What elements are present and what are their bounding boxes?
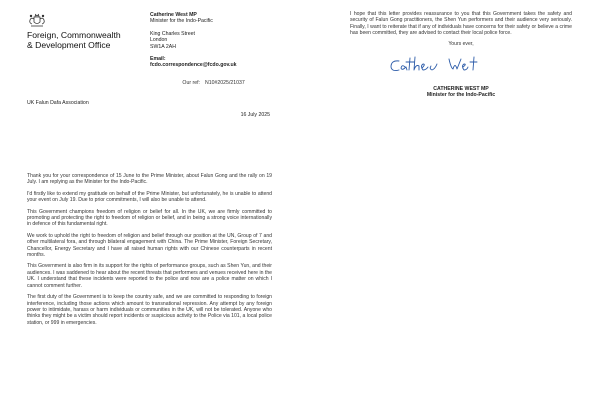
organisation-name-line-2: & Development Office — [27, 40, 111, 50]
email-label: Email: — [150, 56, 166, 63]
organisation-name-line-1: Foreign, Commonwealth — [27, 30, 121, 40]
reference-label: Our ref: — [182, 80, 200, 86]
body-paragraph: I'd firstly like to extend my gratitude on behalf of the Prime Minister, but unfortunately, he is unable to attend your event on July 19. Due to prior commitments, I will also be unable to attend. — [27, 190, 272, 204]
letter-body — [27, 173, 272, 331]
body-paragraph: Thank you for your correspondence of 15 June to the Prime Minister, about Falun Gong and the rally on 19 July. I am replying as the Minister for the Indo-Pacific. — [27, 173, 272, 186]
handwritten-signature — [385, 52, 485, 76]
sender-address-line: SW1A 2AH — [150, 43, 176, 50]
body-paragraph: The first duty of the Government is to keep the country safe, and we are committed to responding to foreign interference, including those actions which amount to transnational repression. Any attempt by any foreign power to intimidate, harass or harm individuals or communities in the UK, will not be tolerated. Anyone who thinks they might be a victim should report incidents or suspicious activity to the Police via 101, a local police station, or 999 in emergencies. — [27, 294, 272, 326]
signatory-name: CATHERINE WEST MP — [433, 86, 489, 92]
body-paragraph: This Government champions freedom of religion or belief for all. In the UK, we are firmly committed to promoting and protecting the right to freedom of religion or belief, and in being a strong voice internationally in defence of this fundamental right. — [27, 208, 272, 228]
royal-crest-icon — [27, 11, 47, 29]
closing-paragraph: I hope that this letter provides reassurance to you that this Government takes the safety and security of Falun Gong practitioners, the Shen Yun performers and their audience very seriously. Finally, I want to reiterate that if any of individuals have concerns for their safety or believe a crime has been committed, they are advised to contact their local police force. — [350, 11, 572, 37]
closing-section — [350, 11, 572, 37]
letter-page-2 — [300, 0, 600, 400]
signatory-block — [350, 86, 572, 98]
sender-block — [150, 12, 290, 69]
email-address: fcdo.correspondence@fcdo.gov.uk — [150, 62, 237, 69]
letter-date: 16 July 2025 — [240, 112, 270, 118]
body-paragraph: This Government is also firm in its support for the rights of performance groups, such as Shen Yun, and their audiences. I was saddened to hear about the recent threats that performers and venues received here in the UK. I understand that these incidents were reported to the police and now are a police matter on which I cannot comment further. — [27, 263, 272, 289]
sender-name: Catherine West MP — [150, 12, 197, 18]
signatory-title: Minister for the Indo-Pacific — [426, 92, 496, 99]
sign-off: Yours ever, — [448, 41, 474, 47]
reference-line — [150, 80, 280, 86]
sender-address-line: King Charles Street — [150, 30, 195, 37]
sender-address-line: London — [150, 37, 168, 44]
sender-title: Minister for the Indo-Pacific — [150, 18, 213, 25]
body-paragraph: We work to uphold the right to freedom of religion and belief through our position at the UN, Group of 7 and other multilateral fora, and through bilateral engagement with China. The Prime Minister, Foreign Secretary, Chancellor, Energy Secretary and I have all raised human rights with our Chinese counterparts in recent months. — [27, 232, 272, 259]
organisation-name — [27, 30, 142, 50]
recipient: UK Falun Dafa Association — [27, 100, 89, 106]
reference-value: N10#2025/21037 — [205, 80, 245, 86]
